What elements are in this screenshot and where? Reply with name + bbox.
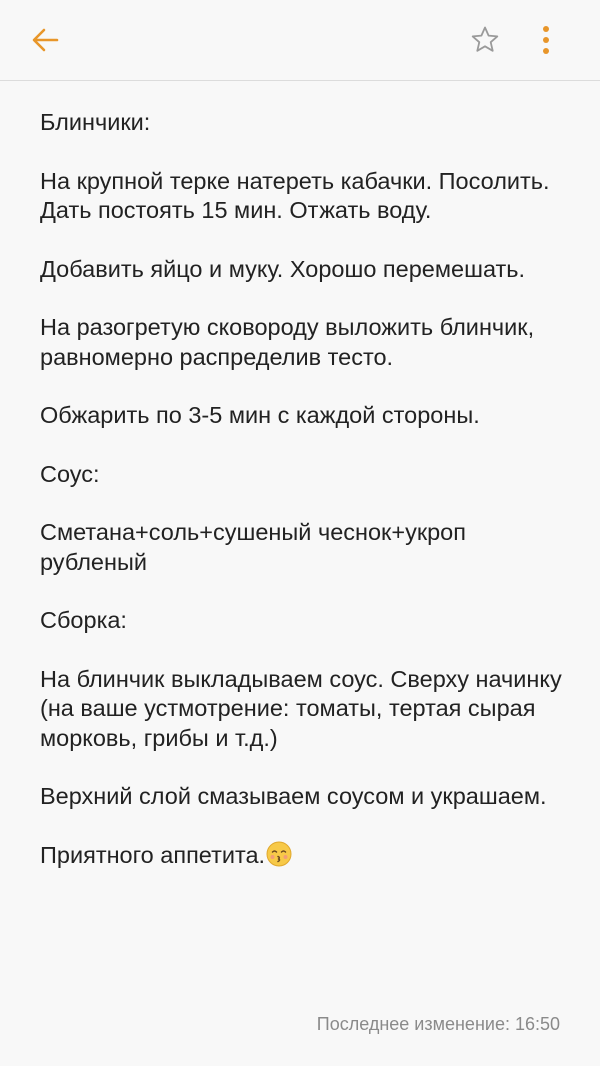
note-paragraph: Сметана+соль+сушеный чеснок+укроп рубленый — [40, 519, 473, 575]
note-paragraph: Верхний слой смазываем соусом и украшаем. — [40, 783, 547, 809]
note-paragraph: Обжарить по 3-5 мин с каждой стороны. — [40, 402, 480, 428]
note-paragraph: Добавить яйцо и муку. Хорошо перемешать. — [40, 255, 526, 282]
back-button[interactable] — [18, 12, 74, 68]
note-closing — [40, 841, 570, 875]
arrow-left-icon — [29, 23, 63, 57]
more-options-button[interactable] — [518, 12, 574, 68]
note-paragraph: Соус: — [40, 460, 100, 487]
star-outline-icon — [469, 24, 501, 56]
note-paragraph: На крупной терке натереть кабачки. Посолить. Дать постоять 15 мин. Отжать воду. — [40, 167, 557, 223]
favorite-button[interactable] — [457, 12, 513, 68]
vertical-dots-icon — [536, 24, 556, 56]
note-paragraph: На блинчик выкладываем соус. Сверху начинку (на ваше устмотрение: томаты, тертая сырая морковь, грибы и т.д.) — [40, 665, 569, 751]
note-paragraph: На разогретую сковороду выложить блинчик, равномерно распределив тесто. — [40, 314, 541, 370]
kissing-face-emoji-icon — [266, 841, 292, 875]
note-paragraph: Сборка: — [40, 607, 127, 633]
note-paragraph: Блинчики: — [40, 109, 151, 135]
note-toolbar — [0, 0, 600, 81]
closing-text: Приятного аппетита. — [40, 841, 266, 868]
last-modified-label: Последнее изменение: 16:50 — [316, 1014, 560, 1034]
note-body[interactable] — [40, 108, 570, 903]
